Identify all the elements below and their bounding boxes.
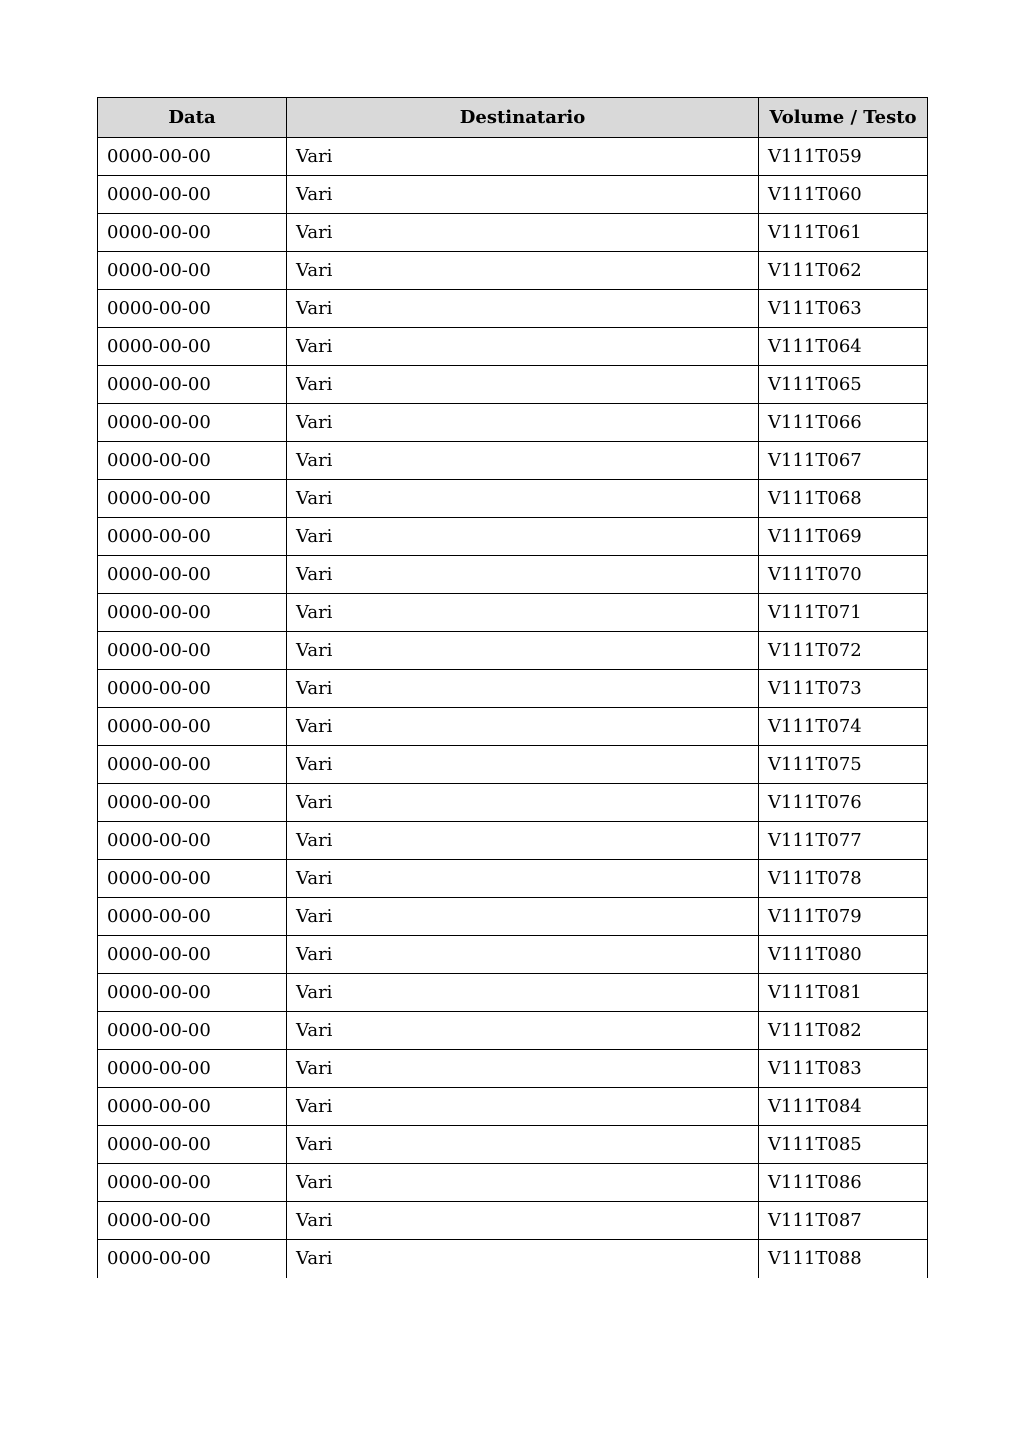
cell-volume-testo: V111T060 bbox=[759, 176, 928, 214]
cell-data: 0000-00-00 bbox=[98, 1050, 287, 1088]
cell-destinatario: Vari bbox=[287, 898, 759, 936]
cell-data: 0000-00-00 bbox=[98, 632, 287, 670]
cell-volume-testo: V111T075 bbox=[759, 746, 928, 784]
table-row bbox=[98, 1088, 928, 1126]
table-row bbox=[98, 974, 928, 1012]
cell-volume-testo: V111T082 bbox=[759, 1012, 928, 1050]
table-row bbox=[98, 290, 928, 328]
cell-destinatario: Vari bbox=[287, 1050, 759, 1088]
cell-data: 0000-00-00 bbox=[98, 1240, 287, 1278]
cell-volume-testo: V111T073 bbox=[759, 670, 928, 708]
table-row bbox=[98, 1012, 928, 1050]
table-header-row bbox=[98, 98, 928, 138]
cell-destinatario: Vari bbox=[287, 290, 759, 328]
cell-destinatario: Vari bbox=[287, 176, 759, 214]
cell-data: 0000-00-00 bbox=[98, 556, 287, 594]
cell-volume-testo: V111T065 bbox=[759, 366, 928, 404]
cell-destinatario: Vari bbox=[287, 138, 759, 176]
cell-data: 0000-00-00 bbox=[98, 518, 287, 556]
cell-data: 0000-00-00 bbox=[98, 822, 287, 860]
table-row bbox=[98, 670, 928, 708]
table-row bbox=[98, 366, 928, 404]
cell-destinatario: Vari bbox=[287, 366, 759, 404]
cell-data: 0000-00-00 bbox=[98, 898, 287, 936]
cell-destinatario: Vari bbox=[287, 442, 759, 480]
table-body bbox=[98, 138, 928, 1278]
cell-data: 0000-00-00 bbox=[98, 708, 287, 746]
table-row bbox=[98, 1050, 928, 1088]
column-header-volume-testo: Volume / Testo bbox=[759, 98, 928, 138]
cell-destinatario: Vari bbox=[287, 1240, 759, 1278]
cell-destinatario: Vari bbox=[287, 556, 759, 594]
cell-destinatario: Vari bbox=[287, 936, 759, 974]
cell-destinatario: Vari bbox=[287, 670, 759, 708]
cell-destinatario: Vari bbox=[287, 1012, 759, 1050]
cell-volume-testo: V111T083 bbox=[759, 1050, 928, 1088]
table-row bbox=[98, 898, 928, 936]
cell-volume-testo: V111T066 bbox=[759, 404, 928, 442]
table-row bbox=[98, 1202, 928, 1240]
cell-data: 0000-00-00 bbox=[98, 784, 287, 822]
cell-volume-testo: V111T081 bbox=[759, 974, 928, 1012]
table-row bbox=[98, 708, 928, 746]
cell-volume-testo: V111T070 bbox=[759, 556, 928, 594]
cell-volume-testo: V111T061 bbox=[759, 214, 928, 252]
cell-data: 0000-00-00 bbox=[98, 1202, 287, 1240]
table-row bbox=[98, 518, 928, 556]
cell-destinatario: Vari bbox=[287, 594, 759, 632]
cell-volume-testo: V111T063 bbox=[759, 290, 928, 328]
table-row bbox=[98, 822, 928, 860]
table-row bbox=[98, 252, 928, 290]
cell-volume-testo: V111T067 bbox=[759, 442, 928, 480]
cell-volume-testo: V111T072 bbox=[759, 632, 928, 670]
table-row bbox=[98, 176, 928, 214]
cell-data: 0000-00-00 bbox=[98, 252, 287, 290]
cell-volume-testo: V111T074 bbox=[759, 708, 928, 746]
cell-data: 0000-00-00 bbox=[98, 442, 287, 480]
cell-destinatario: Vari bbox=[287, 404, 759, 442]
cell-destinatario: Vari bbox=[287, 822, 759, 860]
table-row bbox=[98, 936, 928, 974]
cell-data: 0000-00-00 bbox=[98, 974, 287, 1012]
cell-destinatario: Vari bbox=[287, 1088, 759, 1126]
cell-destinatario: Vari bbox=[287, 252, 759, 290]
table-row bbox=[98, 556, 928, 594]
cell-volume-testo: V111T084 bbox=[759, 1088, 928, 1126]
cell-destinatario: Vari bbox=[287, 632, 759, 670]
cell-data: 0000-00-00 bbox=[98, 860, 287, 898]
cell-data: 0000-00-00 bbox=[98, 1126, 287, 1164]
cell-volume-testo: V111T088 bbox=[759, 1240, 928, 1278]
cell-destinatario: Vari bbox=[287, 784, 759, 822]
cell-destinatario: Vari bbox=[287, 214, 759, 252]
cell-data: 0000-00-00 bbox=[98, 936, 287, 974]
cell-volume-testo: V111T062 bbox=[759, 252, 928, 290]
cell-volume-testo: V111T059 bbox=[759, 138, 928, 176]
cell-destinatario: Vari bbox=[287, 746, 759, 784]
cell-volume-testo: V111T069 bbox=[759, 518, 928, 556]
cell-volume-testo: V111T085 bbox=[759, 1126, 928, 1164]
cell-volume-testo: V111T077 bbox=[759, 822, 928, 860]
cell-destinatario: Vari bbox=[287, 1164, 759, 1202]
letters-register-table bbox=[97, 97, 928, 1278]
table-row bbox=[98, 480, 928, 518]
cell-destinatario: Vari bbox=[287, 974, 759, 1012]
cell-data: 0000-00-00 bbox=[98, 404, 287, 442]
cell-volume-testo: V111T076 bbox=[759, 784, 928, 822]
table-row bbox=[98, 214, 928, 252]
cell-data: 0000-00-00 bbox=[98, 746, 287, 784]
cell-data: 0000-00-00 bbox=[98, 1012, 287, 1050]
cell-data: 0000-00-00 bbox=[98, 1088, 287, 1126]
table-row bbox=[98, 632, 928, 670]
cell-destinatario: Vari bbox=[287, 860, 759, 898]
column-header-destinatario: Destinatario bbox=[287, 98, 759, 138]
cell-destinatario: Vari bbox=[287, 1126, 759, 1164]
table-row bbox=[98, 1126, 928, 1164]
cell-destinatario: Vari bbox=[287, 480, 759, 518]
cell-volume-testo: V111T064 bbox=[759, 328, 928, 366]
cell-volume-testo: V111T078 bbox=[759, 860, 928, 898]
cell-volume-testo: V111T080 bbox=[759, 936, 928, 974]
cell-data: 0000-00-00 bbox=[98, 480, 287, 518]
cell-volume-testo: V111T071 bbox=[759, 594, 928, 632]
column-header-data: Data bbox=[98, 98, 287, 138]
cell-volume-testo: V111T087 bbox=[759, 1202, 928, 1240]
cell-destinatario: Vari bbox=[287, 328, 759, 366]
cell-destinatario: Vari bbox=[287, 518, 759, 556]
cell-volume-testo: V111T079 bbox=[759, 898, 928, 936]
cell-data: 0000-00-00 bbox=[98, 1164, 287, 1202]
cell-volume-testo: V111T086 bbox=[759, 1164, 928, 1202]
cell-destinatario: Vari bbox=[287, 708, 759, 746]
table-row bbox=[98, 404, 928, 442]
table-row bbox=[98, 784, 928, 822]
cell-data: 0000-00-00 bbox=[98, 138, 287, 176]
cell-data: 0000-00-00 bbox=[98, 594, 287, 632]
table-row bbox=[98, 1240, 928, 1278]
cell-data: 0000-00-00 bbox=[98, 328, 287, 366]
cell-data: 0000-00-00 bbox=[98, 176, 287, 214]
cell-destinatario: Vari bbox=[287, 1202, 759, 1240]
table-row bbox=[98, 594, 928, 632]
cell-data: 0000-00-00 bbox=[98, 670, 287, 708]
cell-data: 0000-00-00 bbox=[98, 290, 287, 328]
cell-data: 0000-00-00 bbox=[98, 214, 287, 252]
table-row bbox=[98, 746, 928, 784]
table-row bbox=[98, 860, 928, 898]
cell-volume-testo: V111T068 bbox=[759, 480, 928, 518]
table-row bbox=[98, 138, 928, 176]
table-row bbox=[98, 328, 928, 366]
table-row bbox=[98, 1164, 928, 1202]
cell-data: 0000-00-00 bbox=[98, 366, 287, 404]
table-row bbox=[98, 442, 928, 480]
